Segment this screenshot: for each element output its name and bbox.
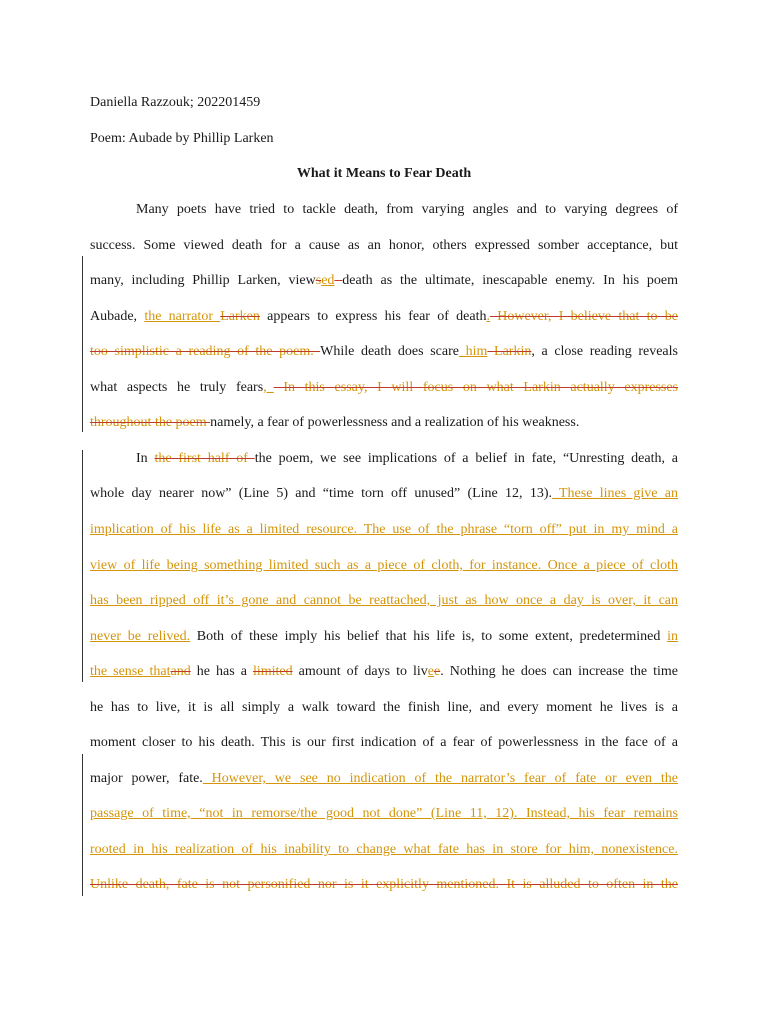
body-text: death as the ultimate, inescapable enemy. In his poem — [342, 273, 678, 288]
body-text: In — [136, 451, 155, 466]
text-line — [90, 804, 678, 824]
change-bar — [82, 450, 83, 682]
text-line — [90, 733, 678, 753]
deleted-text: Unlike death, fate is not personified nor is it explicitly mentioned. It is alluded to often in the — [90, 877, 678, 892]
deleted-text: too simplistic a reading of the poem. — [90, 344, 321, 359]
body-text: moment closer to his death. This is our first indication of a fear of powerlessness in the face of a — [90, 735, 678, 750]
inserted-text: e — [427, 664, 434, 679]
inserted-text: passage of time, “not in remorse/the good not done” (Line 11, 12). Instead, his fear remains — [90, 806, 678, 821]
inserted-text: rooted in his realization of his inability to change what fate has in store for him, nonexistence. — [90, 842, 678, 857]
body-text: major power, fate. — [90, 771, 203, 786]
author-line: Daniella Razzouk; 202201459 — [90, 95, 261, 110]
text-line — [136, 449, 678, 469]
text-line — [90, 484, 678, 504]
body-text: Aubade, — [90, 309, 145, 324]
deleted-text: the first half of — [154, 451, 255, 466]
text-line — [90, 342, 678, 362]
body-text: While death does scare — [320, 344, 459, 359]
text-line — [90, 413, 678, 433]
body-text: he has to live, it is all simply a walk toward the finish line, and every moment he lives is a — [90, 700, 678, 715]
text-line — [90, 769, 678, 789]
poem-line: Poem: Aubade by Phillip Larken — [90, 131, 274, 146]
inserted-text: ed — [321, 273, 335, 288]
text-line — [90, 271, 678, 291]
deleted-text: However, I believe that to be — [489, 309, 678, 324]
text-line — [90, 520, 678, 540]
inserted-text: . — [486, 309, 490, 324]
body-text: . Nothing he does can increase the time — [440, 664, 678, 679]
text-line — [90, 556, 678, 576]
inserted-text: implication of his life as a limited resource. The use of the phrase “torn off” put in my mind a — [90, 522, 678, 537]
text-line — [90, 307, 678, 327]
inserted-text: never be relived. — [90, 629, 191, 644]
inserted-text: has been ripped off it’s gone and cannot be reattached, just as how once a day is over, it can — [90, 593, 678, 608]
body-text: amount of days to liv — [292, 664, 428, 679]
deleted-text: throughout the poem — [90, 415, 211, 430]
text-line — [90, 236, 678, 256]
change-bar — [82, 256, 83, 432]
body-text: the poem, we see implications of a belief in fate, “Unresting death, a — [254, 451, 678, 466]
body-text: Both of these imply his belief that his life is, to some extent, predetermined — [190, 629, 668, 644]
text-line — [90, 627, 678, 647]
body-text: , a close reading reveals — [531, 344, 678, 359]
deleted-text: Larken — [220, 309, 260, 324]
deleted-text: limited — [252, 664, 293, 679]
text-line — [136, 200, 678, 220]
inserted-text: view of life being something limited such as a piece of cloth, for instance. Once a piece of cloth — [90, 558, 678, 573]
text-line — [90, 875, 678, 895]
deleted-text: s — [315, 273, 322, 288]
inserted-text: him — [458, 344, 488, 359]
inserted-text: in — [667, 629, 678, 644]
text-line — [90, 662, 678, 682]
body-text: success. Some viewed death for a cause as an honor, others expressed somber acceptance, but — [90, 238, 678, 253]
text-line — [90, 840, 678, 860]
deleted-text: Larkin — [487, 344, 532, 359]
text-line — [90, 698, 678, 718]
deleted-text: and — [170, 664, 191, 679]
body-text: many, including Phillip Larken, view — [90, 273, 316, 288]
inserted-text: the sense that — [90, 664, 171, 679]
inserted-text: However, we see no indication of the narrator’s fear of fate or even the — [202, 771, 678, 786]
body-text: Many poets have tried to tackle death, from varying angles and to varying degrees of — [136, 202, 678, 217]
deleted-text: In this essay, I will focus on what Larkin actually expresses — [273, 380, 679, 395]
body-text: what aspects he truly fears — [90, 380, 264, 395]
change-bar — [82, 754, 83, 896]
inserted-text: the narrator — [144, 309, 221, 324]
essay-title: What it Means to Fear Death — [296, 166, 472, 181]
body-text: namely, a fear of powerlessness and a realization of his weakness. — [210, 415, 580, 430]
text-line — [90, 378, 678, 398]
body-text: appears to express his fear of death — [259, 309, 487, 324]
deleted-text: e — [434, 664, 441, 679]
text-line — [90, 591, 678, 611]
body-text: whole day nearer now” (Line 5) and “time torn off unused” (Line 12, 13). — [90, 486, 552, 501]
inserted-text: These lines give an — [551, 486, 678, 501]
body-text: he has a — [190, 664, 253, 679]
inserted-text: ,_ — [263, 380, 274, 395]
